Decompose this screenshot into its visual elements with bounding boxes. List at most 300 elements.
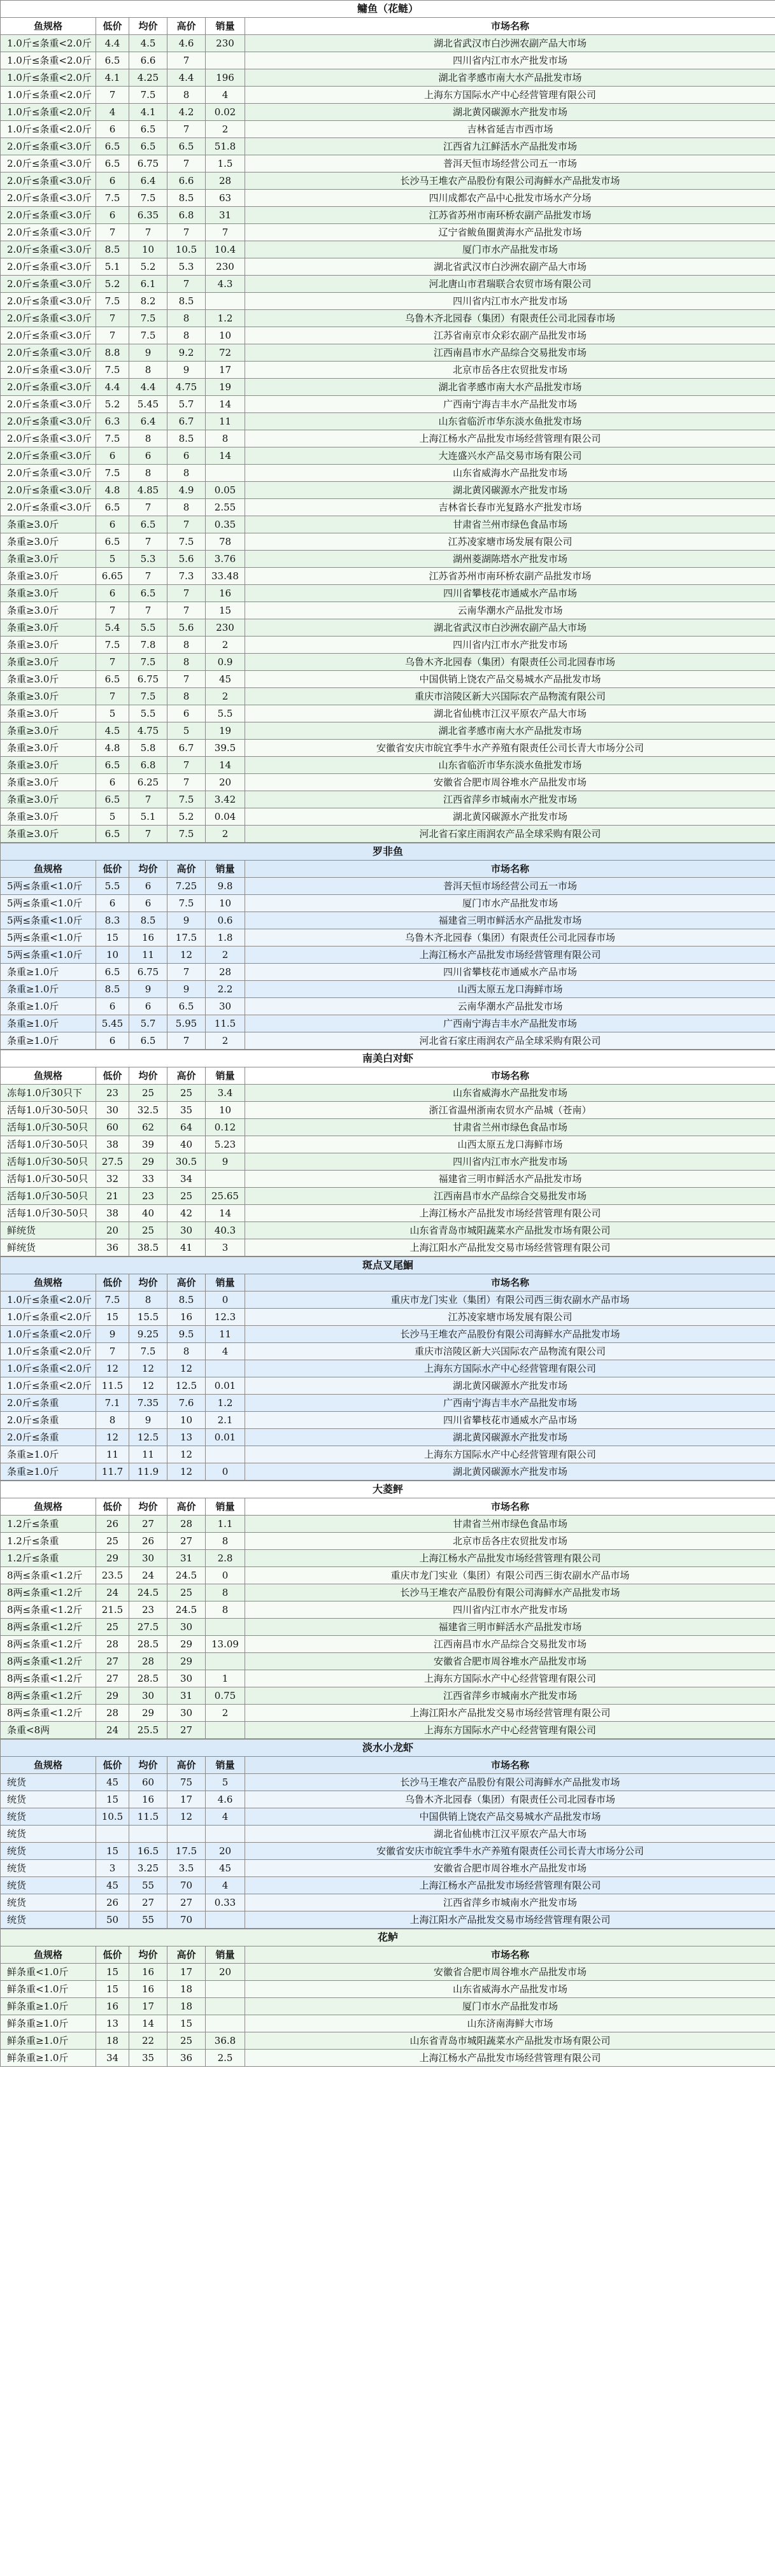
volume-cell: 11 xyxy=(206,413,245,430)
low-price-cell: 50 xyxy=(96,1911,129,1929)
volume-cell: 3.42 xyxy=(206,791,245,808)
volume-cell: 0.35 xyxy=(206,516,245,533)
spec-cell: 鲜统货 xyxy=(1,1222,96,1239)
volume-cell xyxy=(206,465,245,482)
market-name-cell: 乌鲁木齐北园春（集团）有限责任公司北园春市场 xyxy=(245,310,775,327)
header-avg: 均价 xyxy=(129,1498,167,1516)
market-name-cell: 湖州菱湖陈塔水产批发市场 xyxy=(245,551,775,568)
table-row xyxy=(1,1446,775,1463)
spec-cell: 1.0斤≤条重<2.0斤 xyxy=(1,1326,96,1343)
avg-price-cell: 5.8 xyxy=(129,740,167,757)
market-name-cell: 江西省萍乡市城南水产批发市场 xyxy=(245,1687,775,1705)
header-volume: 销量 xyxy=(206,1946,245,1964)
market-name-cell: 安徽省合肥市周谷堆水产品批发市场 xyxy=(245,774,775,791)
avg-price-cell: 40 xyxy=(129,1205,167,1222)
high-price-cell: 12 xyxy=(167,1360,206,1377)
header-volume: 销量 xyxy=(206,1067,245,1085)
avg-price-cell: 3.25 xyxy=(129,1860,167,1877)
volume-cell: 19 xyxy=(206,379,245,396)
header-spec: 鱼规格 xyxy=(1,1274,96,1292)
spec-cell: 2.0斤≤条重<3.0斤 xyxy=(1,207,96,224)
avg-price-cell: 7.5 xyxy=(129,1343,167,1360)
spec-cell: 条重≥1.0斤 xyxy=(1,964,96,981)
spec-cell: 活每1.0斤30-50只 xyxy=(1,1136,96,1153)
table-row xyxy=(1,276,775,293)
volume-cell: 5.5 xyxy=(206,705,245,722)
price-table xyxy=(0,1050,775,1256)
avg-price-cell: 11 xyxy=(129,1446,167,1463)
avg-price-cell: 6.75 xyxy=(129,671,167,688)
spec-cell: 统货 xyxy=(1,1826,96,1843)
volume-cell: 13.09 xyxy=(206,1636,245,1653)
high-price-cell: 10 xyxy=(167,1412,206,1429)
spec-cell: 条重≥3.0斤 xyxy=(1,568,96,585)
spec-cell: 鲜条重≥1.0斤 xyxy=(1,2050,96,2067)
spec-cell: 条重≥1.0斤 xyxy=(1,981,96,998)
table-row xyxy=(1,396,775,413)
low-price-cell: 7.5 xyxy=(96,465,129,482)
table-row xyxy=(1,1670,775,1687)
volume-cell: 2 xyxy=(206,947,245,964)
header-avg: 均价 xyxy=(129,1274,167,1292)
high-price-cell: 7 xyxy=(167,774,206,791)
avg-price-cell: 6 xyxy=(129,998,167,1015)
table-row xyxy=(1,258,775,276)
avg-price-cell: 29 xyxy=(129,1153,167,1171)
avg-price-cell: 5.7 xyxy=(129,1015,167,1032)
spec-cell: 1.0斤≤条重<2.0斤 xyxy=(1,104,96,121)
spec-cell: 2.0斤≤条重<3.0斤 xyxy=(1,276,96,293)
table-row xyxy=(1,138,775,155)
low-price-cell: 32 xyxy=(96,1171,129,1188)
spec-cell: 2.0斤≤条重<3.0斤 xyxy=(1,482,96,499)
spec-cell: 条重≥3.0斤 xyxy=(1,826,96,843)
section-title: 南美白对虾 xyxy=(1,1050,775,1067)
market-name-cell: 福建省三明市鲜活水产品批发市场 xyxy=(245,1619,775,1636)
market-name-cell: 甘肃省兰州市绿色食品市场 xyxy=(245,1119,775,1136)
spec-cell: 1.2斤≤条重 xyxy=(1,1550,96,1567)
avg-price-cell: 24 xyxy=(129,1567,167,1584)
table-row xyxy=(1,1222,775,1239)
market-name-cell: 湖北省孝感市南大水产品批发市场 xyxy=(245,722,775,740)
high-price-cell: 7.5 xyxy=(167,791,206,808)
table-row xyxy=(1,1911,775,1929)
table-row xyxy=(1,929,775,947)
low-price-cell: 6.3 xyxy=(96,413,129,430)
spec-cell: 鲜条重<1.0斤 xyxy=(1,1964,96,1981)
market-name-cell: 河北省石家庄雨润农产品全球采购有限公司 xyxy=(245,1032,775,1050)
market-name-cell: 安徽省合肥市周谷堆水产品批发市场 xyxy=(245,1860,775,1877)
avg-price-cell: 8 xyxy=(129,1292,167,1309)
avg-price-cell: 27.5 xyxy=(129,1619,167,1636)
header-volume: 销量 xyxy=(206,861,245,878)
avg-price-cell: 27 xyxy=(129,1516,167,1533)
high-price-cell: 42 xyxy=(167,1205,206,1222)
volume-cell: 51.8 xyxy=(206,138,245,155)
market-name-cell: 四川省内江市水产批发市场 xyxy=(245,1601,775,1619)
market-name-cell: 山东省威海水产品批发市场 xyxy=(245,465,775,482)
low-price-cell: 6.5 xyxy=(96,533,129,551)
market-name-cell: 长沙马王堆农产品股份有限公司海鲜水产品批发市场 xyxy=(245,1774,775,1791)
volume-cell: 2.1 xyxy=(206,1412,245,1429)
table-row xyxy=(1,1119,775,1136)
low-price-cell: 38 xyxy=(96,1136,129,1153)
volume-cell: 10 xyxy=(206,1102,245,1119)
volume-cell: 10 xyxy=(206,895,245,912)
market-name-cell: 山东省青岛市城阳蔬菜水产品批发市场有限公司 xyxy=(245,2032,775,2050)
avg-price-cell: 17 xyxy=(129,1998,167,2015)
header-avg: 均价 xyxy=(129,1946,167,1964)
spec-cell: 条重≥1.0斤 xyxy=(1,1463,96,1481)
high-price-cell: 12.5 xyxy=(167,1377,206,1395)
low-price-cell: 5 xyxy=(96,808,129,826)
price-table xyxy=(0,1929,775,2067)
high-price-cell: 30 xyxy=(167,1705,206,1722)
table-row xyxy=(1,1412,775,1429)
spec-cell: 5两≤条重<1.0斤 xyxy=(1,912,96,929)
table-row xyxy=(1,1567,775,1584)
header-high: 高价 xyxy=(167,1067,206,1085)
volume-cell: 72 xyxy=(206,344,245,362)
market-name-cell: 江苏省苏州市南环桥农副产品批发市场 xyxy=(245,568,775,585)
market-name-cell: 上海江杨水产品批发市场经营管理有限公司 xyxy=(245,2050,775,2067)
volume-cell xyxy=(206,1653,245,1670)
table-row xyxy=(1,551,775,568)
volume-cell: 3.76 xyxy=(206,551,245,568)
market-name-cell: 中国供销上饶农产品交易城水产品批发市场 xyxy=(245,671,775,688)
spec-cell: 2.0斤≤条重<3.0斤 xyxy=(1,344,96,362)
low-price-cell: 27.5 xyxy=(96,1153,129,1171)
high-price-cell: 28 xyxy=(167,1516,206,1533)
table-row xyxy=(1,1463,775,1481)
high-price-cell: 36 xyxy=(167,2050,206,2067)
low-price-cell: 7.5 xyxy=(96,293,129,310)
low-price-cell: 8.8 xyxy=(96,344,129,362)
high-price-cell: 27 xyxy=(167,1722,206,1739)
avg-price-cell: 16 xyxy=(129,1964,167,1981)
market-name-cell: 湖北黄冈碳源水产批发市场 xyxy=(245,1377,775,1395)
spec-cell: 2.0斤≤条重<3.0斤 xyxy=(1,413,96,430)
spec-cell: 1.2斤≤条重 xyxy=(1,1533,96,1550)
avg-price-cell: 7.5 xyxy=(129,654,167,671)
market-name-cell: 云南华潮水产品批发市场 xyxy=(245,998,775,1015)
volume-cell: 8 xyxy=(206,1533,245,1550)
volume-cell: 0 xyxy=(206,1567,245,1584)
table-row xyxy=(1,172,775,190)
low-price-cell: 9 xyxy=(96,1326,129,1343)
table-row xyxy=(1,207,775,224)
low-price-cell: 30 xyxy=(96,1102,129,1119)
market-name-cell: 重庆市龙门实业（集团）有限公司西三街农副水产品市场 xyxy=(245,1292,775,1309)
header-spec: 鱼规格 xyxy=(1,861,96,878)
market-name-cell: 河北唐山市君瑞联合农贸市场有限公司 xyxy=(245,276,775,293)
avg-price-cell: 22 xyxy=(129,2032,167,2050)
low-price-cell: 6.5 xyxy=(96,757,129,774)
volume-cell: 0.12 xyxy=(206,1119,245,1136)
high-price-cell: 7 xyxy=(167,1032,206,1050)
market-name-cell: 中国供销上饶农产品交易城水产品批发市场 xyxy=(245,1808,775,1826)
low-price-cell: 6 xyxy=(96,774,129,791)
avg-price-cell: 7 xyxy=(129,826,167,843)
avg-price-cell: 6 xyxy=(129,447,167,465)
high-price-cell: 27 xyxy=(167,1894,206,1911)
table-row xyxy=(1,465,775,482)
high-price-cell: 30 xyxy=(167,1670,206,1687)
table-row xyxy=(1,2032,775,2050)
volume-cell: 1.5 xyxy=(206,155,245,172)
high-price-cell: 7.6 xyxy=(167,1395,206,1412)
market-name-cell: 安徽省合肥市周谷堆水产品批发市场 xyxy=(245,1964,775,1981)
volume-cell: 5 xyxy=(206,1774,245,1791)
low-price-cell: 6.5 xyxy=(96,826,129,843)
table-row xyxy=(1,224,775,241)
market-name-cell: 北京市岳各庄农贸批发市场 xyxy=(245,362,775,379)
table-row xyxy=(1,808,775,826)
volume-cell: 14 xyxy=(206,757,245,774)
table-row xyxy=(1,878,775,895)
table-row xyxy=(1,1981,775,1998)
avg-price-cell: 28.5 xyxy=(129,1636,167,1653)
avg-price-cell: 9.25 xyxy=(129,1326,167,1343)
section-title: 鳙鱼（花鲢） xyxy=(1,1,775,18)
header-volume: 销量 xyxy=(206,1498,245,1516)
spec-cell: 统货 xyxy=(1,1808,96,1826)
low-price-cell: 23.5 xyxy=(96,1567,129,1584)
table-row xyxy=(1,310,775,327)
high-price-cell: 6.8 xyxy=(167,207,206,224)
table-row xyxy=(1,602,775,619)
market-name-cell: 湖北黄冈碳源水产批发市场 xyxy=(245,1429,775,1446)
spec-cell: 条重≥1.0斤 xyxy=(1,998,96,1015)
table-row xyxy=(1,293,775,310)
spec-cell: 2.0斤≤条重<3.0斤 xyxy=(1,224,96,241)
volume-cell: 0 xyxy=(206,1463,245,1481)
market-name-cell: 山西太原五龙口海鲜市场 xyxy=(245,981,775,998)
spec-cell: 5两≤条重<1.0斤 xyxy=(1,895,96,912)
market-name-cell: 湖北黄冈碳源水产批发市场 xyxy=(245,1463,775,1481)
volume-cell: 28 xyxy=(206,964,245,981)
spec-cell: 条重≥3.0斤 xyxy=(1,740,96,757)
low-price-cell: 28 xyxy=(96,1636,129,1653)
high-price-cell: 8 xyxy=(167,637,206,654)
market-name-cell: 长沙马王堆农产品股份有限公司海鲜水产品批发市场 xyxy=(245,172,775,190)
low-price-cell: 15 xyxy=(96,1309,129,1326)
low-price-cell: 6 xyxy=(96,516,129,533)
avg-price-cell: 8 xyxy=(129,465,167,482)
volume-cell xyxy=(206,1911,245,1929)
spec-cell: 2.0斤≤条重<3.0斤 xyxy=(1,430,96,447)
header-low: 低价 xyxy=(96,18,129,35)
low-price-cell: 15 xyxy=(96,929,129,947)
market-name-cell: 厦门市水产品批发市场 xyxy=(245,241,775,258)
market-name-cell: 吉林省延吉市西市场 xyxy=(245,121,775,138)
high-price-cell: 4.6 xyxy=(167,35,206,52)
low-price-cell: 4.4 xyxy=(96,379,129,396)
market-name-cell: 长沙马王堆农产品股份有限公司海鲜水产品批发市场 xyxy=(245,1584,775,1601)
spec-cell: 8两≤条重<1.2斤 xyxy=(1,1653,96,1670)
high-price-cell: 12 xyxy=(167,947,206,964)
spec-cell: 2.0斤≤条重<3.0斤 xyxy=(1,499,96,516)
spec-cell: 活每1.0斤30-50只 xyxy=(1,1188,96,1205)
high-price-cell: 27 xyxy=(167,1533,206,1550)
high-price-cell: 4.9 xyxy=(167,482,206,499)
high-price-cell: 25 xyxy=(167,1584,206,1601)
high-price-cell: 18 xyxy=(167,1998,206,2015)
spec-cell: 2.0斤≤条重<3.0斤 xyxy=(1,293,96,310)
table-row xyxy=(1,430,775,447)
market-name-cell: 云南华潮水产品批发市场 xyxy=(245,602,775,619)
avg-price-cell: 24.5 xyxy=(129,1584,167,1601)
price-table xyxy=(0,1256,775,1481)
high-price-cell: 5.7 xyxy=(167,396,206,413)
spec-cell: 条重<8两 xyxy=(1,1722,96,1739)
table-row xyxy=(1,1429,775,1446)
high-price-cell: 17.5 xyxy=(167,1843,206,1860)
low-price-cell: 7 xyxy=(96,602,129,619)
market-name-cell: 四川省内江市水产批发市场 xyxy=(245,293,775,310)
avg-price-cell: 5.1 xyxy=(129,808,167,826)
market-name-cell: 江苏省南京市众彩农副产品批发市场 xyxy=(245,327,775,344)
table-row xyxy=(1,740,775,757)
spec-cell: 2.0斤≤条重<3.0斤 xyxy=(1,241,96,258)
low-price-cell: 7 xyxy=(96,224,129,241)
low-price-cell: 11.5 xyxy=(96,1377,129,1395)
high-price-cell: 31 xyxy=(167,1687,206,1705)
avg-price-cell: 7.5 xyxy=(129,190,167,207)
avg-price-cell: 6.1 xyxy=(129,276,167,293)
avg-price-cell: 6.5 xyxy=(129,585,167,602)
avg-price-cell: 25 xyxy=(129,1085,167,1102)
spec-cell: 8两≤条重<1.2斤 xyxy=(1,1619,96,1636)
table-row xyxy=(1,1894,775,1911)
high-price-cell: 12 xyxy=(167,1463,206,1481)
high-price-cell: 5.95 xyxy=(167,1015,206,1032)
volume-cell: 4 xyxy=(206,1808,245,1826)
spec-cell: 统货 xyxy=(1,1894,96,1911)
table-row xyxy=(1,1377,775,1395)
spec-cell: 条重≥3.0斤 xyxy=(1,602,96,619)
volume-cell xyxy=(206,1826,245,1843)
header-volume: 销量 xyxy=(206,1274,245,1292)
avg-price-cell: 12.5 xyxy=(129,1429,167,1446)
spec-cell: 1.0斤≤条重<2.0斤 xyxy=(1,69,96,87)
high-price-cell: 7 xyxy=(167,155,206,172)
avg-price-cell: 29 xyxy=(129,1705,167,1722)
header-market: 市场名称 xyxy=(245,1274,775,1292)
low-price-cell: 7 xyxy=(96,310,129,327)
low-price-cell: 34 xyxy=(96,2050,129,2067)
spec-cell: 8两≤条重<1.2斤 xyxy=(1,1567,96,1584)
table-row xyxy=(1,964,775,981)
low-price-cell: 6.5 xyxy=(96,671,129,688)
avg-price-cell: 4.4 xyxy=(129,379,167,396)
high-price-cell: 5 xyxy=(167,722,206,740)
spec-cell: 统货 xyxy=(1,1860,96,1877)
high-price-cell: 9 xyxy=(167,362,206,379)
avg-price-cell: 7.5 xyxy=(129,688,167,705)
market-name-cell: 湖北省武汉市白沙洲农副产品大市场 xyxy=(245,258,775,276)
high-price-cell: 6.5 xyxy=(167,998,206,1015)
low-price-cell: 11.7 xyxy=(96,1463,129,1481)
table-row xyxy=(1,344,775,362)
spec-cell: 鲜统货 xyxy=(1,1239,96,1256)
table-row xyxy=(1,1032,775,1050)
avg-price-cell: 7 xyxy=(129,791,167,808)
spec-cell: 条重≥3.0斤 xyxy=(1,705,96,722)
volume-cell: 20 xyxy=(206,1964,245,1981)
table-row xyxy=(1,482,775,499)
table-row xyxy=(1,1292,775,1309)
market-name-cell: 上海江杨水产品批发市场经营管理有限公司 xyxy=(245,947,775,964)
high-price-cell: 9.2 xyxy=(167,344,206,362)
high-price-cell: 5.6 xyxy=(167,551,206,568)
avg-price-cell: 33 xyxy=(129,1171,167,1188)
volume-cell: 4 xyxy=(206,1343,245,1360)
spec-cell: 8两≤条重<1.2斤 xyxy=(1,1601,96,1619)
low-price-cell: 60 xyxy=(96,1119,129,1136)
table-row xyxy=(1,688,775,705)
volume-cell xyxy=(206,1722,245,1739)
low-price-cell: 7 xyxy=(96,87,129,104)
volume-cell: 0.01 xyxy=(206,1429,245,1446)
market-name-cell: 厦门市水产品批发市场 xyxy=(245,1998,775,2015)
high-price-cell: 8 xyxy=(167,654,206,671)
high-price-cell: 13 xyxy=(167,1429,206,1446)
avg-price-cell: 7.5 xyxy=(129,327,167,344)
volume-cell: 2 xyxy=(206,688,245,705)
volume-cell: 230 xyxy=(206,258,245,276)
avg-price-cell xyxy=(129,1826,167,1843)
high-price-cell: 31 xyxy=(167,1550,206,1567)
header-low: 低价 xyxy=(96,1757,129,1774)
spec-cell: 条重≥3.0斤 xyxy=(1,757,96,774)
market-name-cell: 长沙马王堆农产品股份有限公司海鲜水产品批发市场 xyxy=(245,1326,775,1343)
high-price-cell: 25 xyxy=(167,1188,206,1205)
volume-cell: 4.6 xyxy=(206,1791,245,1808)
table-row xyxy=(1,2015,775,2032)
market-name-cell: 大连盛兴水产品交易市场有限公司 xyxy=(245,447,775,465)
low-price-cell: 5.2 xyxy=(96,276,129,293)
volume-cell: 230 xyxy=(206,35,245,52)
avg-price-cell: 7.35 xyxy=(129,1395,167,1412)
table-row xyxy=(1,705,775,722)
low-price-cell: 29 xyxy=(96,1687,129,1705)
spec-cell: 条重≥3.0斤 xyxy=(1,533,96,551)
volume-cell: 9 xyxy=(206,1153,245,1171)
volume-cell: 4 xyxy=(206,1877,245,1894)
table-row xyxy=(1,1774,775,1791)
header-market: 市场名称 xyxy=(245,1498,775,1516)
volume-cell xyxy=(206,1981,245,1998)
high-price-cell: 7 xyxy=(167,602,206,619)
avg-price-cell: 16.5 xyxy=(129,1843,167,1860)
low-price-cell: 5.1 xyxy=(96,258,129,276)
table-row xyxy=(1,1550,775,1567)
table-row xyxy=(1,947,775,964)
spec-cell: 条重≥3.0斤 xyxy=(1,637,96,654)
low-price-cell: 7.5 xyxy=(96,637,129,654)
market-name-cell: 乌鲁木齐北园春（集团）有限责任公司北园春市场 xyxy=(245,929,775,947)
market-name-cell: 江西南昌市水产品综合交易批发市场 xyxy=(245,1188,775,1205)
high-price-cell: 9 xyxy=(167,981,206,998)
volume-cell: 1.2 xyxy=(206,310,245,327)
market-name-cell: 普洱天恒市场经营公司五一市场 xyxy=(245,878,775,895)
table-row xyxy=(1,1205,775,1222)
avg-price-cell: 25 xyxy=(129,1222,167,1239)
avg-price-cell: 5.3 xyxy=(129,551,167,568)
table-row xyxy=(1,1326,775,1343)
low-price-cell: 12 xyxy=(96,1360,129,1377)
